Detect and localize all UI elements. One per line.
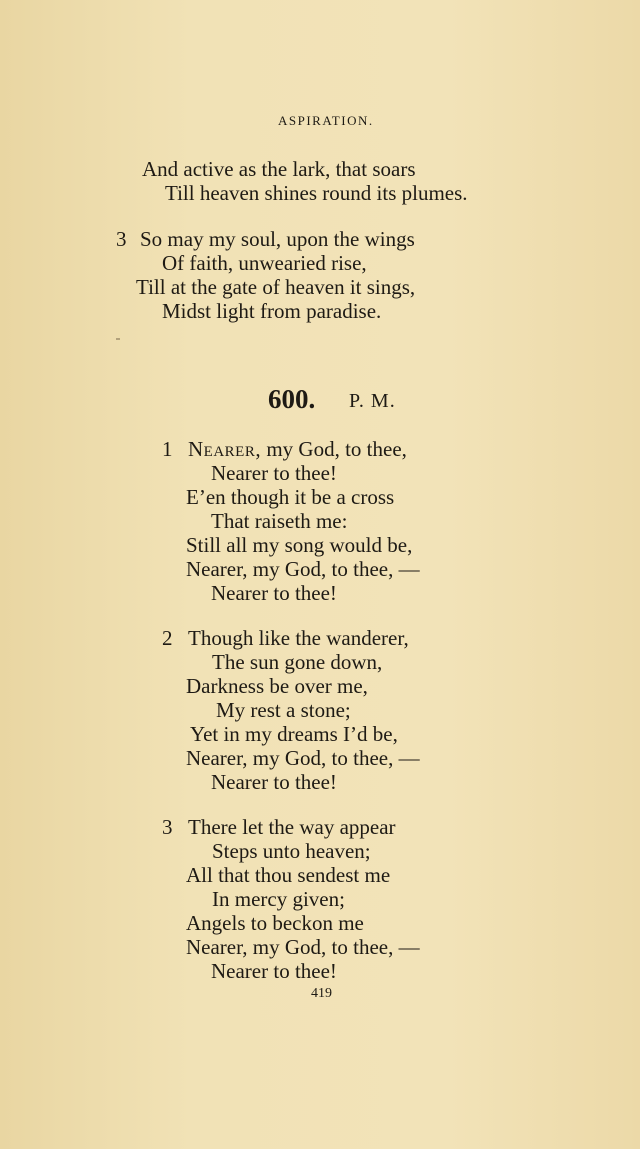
verse-line: Steps unto heaven; (212, 839, 371, 863)
verse-line: Nearer, my God, to thee, — (186, 935, 420, 959)
verse-line: Darkness be over me, (186, 674, 368, 698)
first-word: Nearer, (188, 437, 262, 461)
verse-line: And active as the lark, that soars (142, 157, 416, 181)
verse-line: So may my soul, upon the wings (140, 227, 415, 251)
verse-line: My rest a stone; (216, 698, 351, 722)
hymn-meter: P. M. (349, 390, 396, 412)
print-speck (116, 338, 120, 340)
verse-line: Nearer, my God, to thee, — (186, 746, 420, 770)
hymn-number: 600. (268, 384, 316, 414)
verse-line: That raiseth me: (211, 509, 348, 533)
verse-line: Though like the wanderer, (188, 626, 409, 650)
verse-line: Of faith, unwearied rise, (162, 251, 367, 275)
verse-line: There let the way appear (188, 815, 396, 839)
verse-line: Still all my song would be, (186, 533, 413, 557)
verse-line: All that thou sendest me (186, 863, 391, 887)
verse-line: Midst light from paradise. (162, 299, 382, 323)
page-number: 419 (311, 986, 332, 1001)
verse-line: Angels to beckon me (186, 911, 364, 935)
verse-line: The sun gone down, (212, 650, 383, 674)
verse-line: Till at the gate of heaven it sings, (136, 275, 416, 299)
stanza-number: 1 (162, 437, 173, 461)
verse-line: Nearer to thee! (211, 959, 337, 983)
stanza-number: 2 (162, 626, 173, 650)
verse-line: Nearer to thee! (211, 770, 337, 794)
verse-line: Nearer, my God, to thee, — (186, 557, 420, 581)
stanza-number: 3 (116, 227, 127, 251)
running-header: ASPIRATION. (278, 113, 374, 128)
verse-line: Yet in my dreams I’d be, (190, 722, 398, 746)
verse-line: Till heaven shines round its plumes. (165, 181, 468, 205)
verse-line: In mercy given; (212, 887, 345, 911)
stanza-number: 3 (162, 815, 173, 839)
verse-line: Nearer to thee! (211, 581, 337, 605)
verse-line-rest: my God, to thee, (266, 437, 407, 461)
verse-line: Nearer to thee! (211, 461, 337, 485)
verse-line (188, 437, 407, 461)
verse-line: E’en though it be a cross (186, 485, 395, 509)
